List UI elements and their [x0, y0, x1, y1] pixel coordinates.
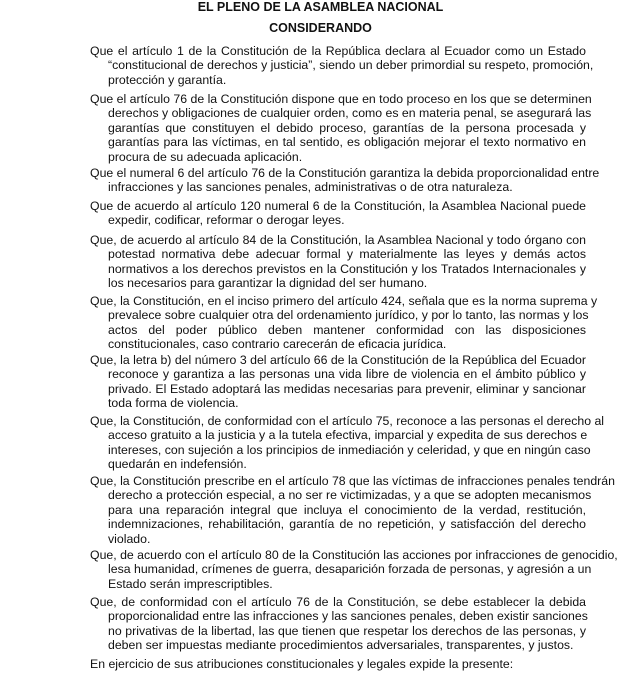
considerando-paragraph	[90, 44, 594, 87]
considerando-paragraph	[90, 233, 586, 291]
paragraph-line: prevalece sobre cualquier otra del ordenamiento jurídico, y por lo tanto, las normas y los	[108, 308, 589, 323]
paragraph-line: Que el numeral 6 del artículo 76 de la Constitución garantiza la debida proporcionalidad entre	[90, 166, 600, 180]
paragraph-line: para una reparación integral que incluya el conocimiento de la verdad, restitución,	[108, 502, 586, 517]
paragraph-line: indemnizaciones, rehabilitación, garantía de no repetición, y satisfacción del derecho	[108, 517, 586, 532]
paragraph-line: infracciones y las sanciones penales, administrativas o de otra naturaleza.	[108, 180, 513, 195]
paragraph-line: Que, la letra b) del número 3 del artículo 66 de la Constitución de la República del Ecuador	[90, 353, 586, 367]
paragraph-line: garantías para las víctimas, en tal sentido, es obligación mejorar el texto normativo en	[108, 135, 586, 150]
paragraph-line: privado. El Estado adoptará las medidas necesarias para prevenir, eliminar y sancionar	[108, 381, 586, 396]
paragraph-line: potestad normativa debe adecuar formal y materialmente las leyes y demás actos	[108, 247, 586, 262]
paragraph-line: protección y garantía.	[108, 72, 227, 87]
paragraph-line: Que de acuerdo al artículo 120 numeral 6 de la Constitución, la Asamblea Nacional puede	[90, 199, 586, 213]
paragraph-line: Que el artículo 1 de la Constitución de la República declara al Ecuador como un Estado	[90, 44, 586, 58]
paragraph-line: Que, de acuerdo al artículo 84 de la Constitución, la Asamblea Nacional y todo órgano con	[90, 233, 586, 247]
paragraph-line: “constitucional de derechos y justicia”, siendo un deber primordial su respeto, promoción,	[108, 58, 594, 73]
considerando-paragraph	[90, 166, 600, 195]
paragraph-line: Que, la Constitución, en el inciso primero del artículo 424, señala que es la norma suprema y	[90, 294, 598, 308]
paragraph-line: intereses, con sujeción a los principios de inmediación y celeridad, y que en ningún caso	[108, 442, 591, 457]
paragraph-line: no privativas de la libertad, las que tienen que respetar los derechos de las personas, y	[108, 623, 586, 638]
paragraph-line: lesa humanidad, crímenes de guerra, desaparición forzada de personas, y agresión a un	[108, 562, 592, 577]
section-heading: CONSIDERANDO	[269, 21, 372, 35]
considerando-paragraph	[90, 414, 605, 472]
paragraph-line: procura de su adecuada aplicación.	[108, 149, 303, 164]
paragraph-line: Estado serán imprescriptibles.	[108, 576, 273, 591]
paragraph-line: constitucionales, caso contrario carecerán de eficacia jurídica.	[108, 337, 447, 352]
document-title: EL PLENO DE LA ASAMBLEA NACIONAL	[197, 0, 444, 14]
considerando-paragraph	[90, 353, 586, 411]
paragraph-line: proporcionalidad entre las infracciones y las sanciones penales, deben existir sanciones	[108, 609, 588, 624]
paragraph-line: actos del poder público deben mantener conformidad con las disposiciones	[108, 322, 586, 337]
considerando-paragraph	[90, 548, 618, 591]
paragraph-line: violado.	[108, 531, 151, 546]
closing-statement: En ejercicio de sus atribuciones constitucionales y legales expide la presente:	[90, 657, 514, 671]
considerando-paragraph	[90, 92, 592, 164]
paragraph-line: derechos y obligaciones de cualquier orden, como es en materia penal, se asegurará las	[108, 106, 592, 121]
paragraph-line: toda forma de violencia.	[108, 396, 239, 411]
paragraph-line: garantías que constituyen el debido proceso, garantías de la persona procesada y	[108, 120, 586, 135]
paragraph-line: acceso gratuito a la justicia y a la tutela efectiva, imparcial y expedita de sus derechos e	[108, 428, 588, 443]
considerando-paragraph	[90, 294, 598, 352]
considerando-paragraph	[90, 595, 586, 653]
paragraph-line: reconoce y garantiza a las personas una vida libre de violencia en el ámbito público y	[108, 367, 586, 382]
paragraph-line: deben ser impuestas mediante procedimientos adversariales, transparentes, y justos.	[108, 638, 574, 653]
considerando-paragraph	[90, 474, 615, 546]
paragraph-line: Que el artículo 76 de la Constitución dispone que en todo proceso en los que se determinen	[90, 92, 592, 106]
paragraph-line: derecho a protección especial, a no ser re victimizadas, y a que se adopten mecanismos	[108, 488, 592, 503]
paragraph-line: Que, la Constitución, de conformidad con el artículo 75, reconoce a las personas el derecho al	[90, 414, 605, 428]
paragraph-line: expedir, codificar, reformar o derogar leyes.	[108, 213, 345, 228]
paragraph-line: Que, de conformidad con el artículo 76 de la Constitución, se debe establecer la debida	[90, 595, 586, 609]
paragraph-line: Que, la Constitución prescribe en el artículo 78 que las víctimas de infracciones penales tendrán	[90, 474, 615, 488]
paragraph-line: Que, de acuerdo con el artículo 80 de la Constitución las acciones por infracciones de genocidio,	[90, 548, 618, 562]
considerando-paragraph	[90, 199, 586, 228]
paragraph-line: normativos a los derechos previstos en la Constitución y los Tratados Internacionales y	[108, 261, 586, 276]
paragraph-line: quedarán en indefensión.	[108, 457, 247, 472]
paragraph-line: los necesarios para garantizar la dignidad del ser humano.	[108, 276, 428, 291]
